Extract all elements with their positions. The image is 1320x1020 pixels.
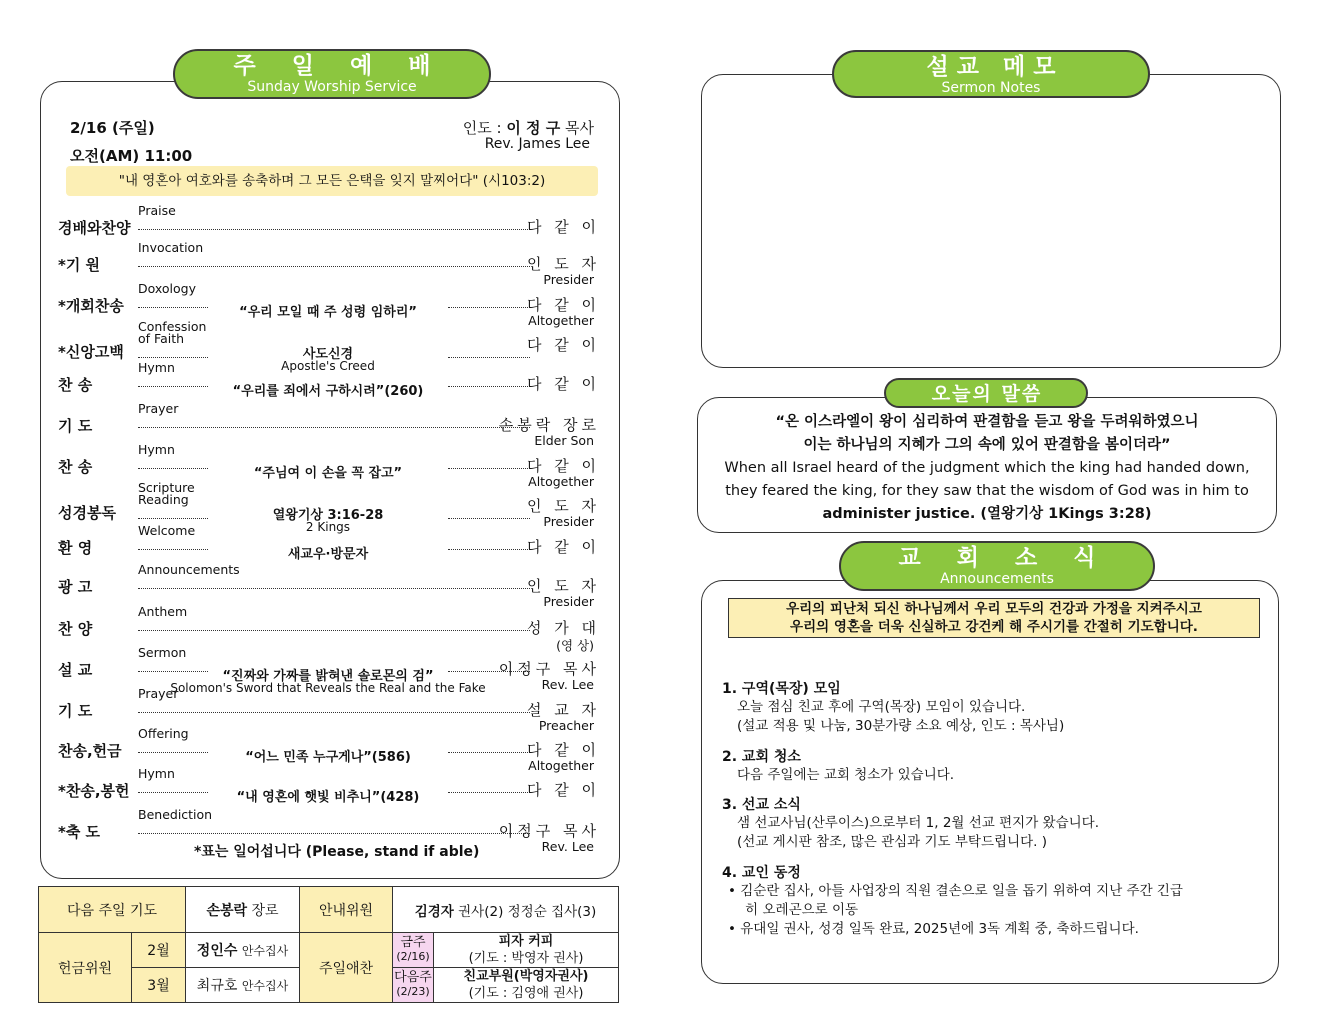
item-detail: “내 영혼에 햇빛 비추니”(428) xyxy=(236,790,420,805)
leader-dots xyxy=(448,468,530,469)
feb-cell xyxy=(186,933,300,968)
item-name-en: Benediction xyxy=(138,807,213,822)
item-detail: 사도신경 xyxy=(302,347,354,362)
next-week-cell xyxy=(393,968,434,1003)
word-ko-line-2: 이는 하나님의 지혜가 그의 속에 있어 판결함을 봄이더라” xyxy=(803,437,1171,453)
announcement-title: 2. 교회 청소 xyxy=(722,749,801,765)
announcement-title: 4. 교인 동정 xyxy=(722,865,801,881)
leader-title: 목사 xyxy=(565,119,594,137)
leader-dots xyxy=(138,549,208,550)
item-name-ko: 찬 송 xyxy=(58,376,93,394)
item-name-en: Prayer xyxy=(138,401,179,416)
announcement-line: 샘 선교사님(산루이스)으로부터 1, 2월 선교 편지가 왔습니다. xyxy=(737,815,1099,831)
service-time: 오전(AM) 11:00 xyxy=(70,147,193,165)
item-performer-en: Presider xyxy=(543,594,594,609)
leader-dots xyxy=(448,518,530,519)
feb-label: 2월 xyxy=(132,933,186,968)
leader-dots xyxy=(448,357,530,358)
item-name-ko: *신앙고백 xyxy=(58,343,124,361)
meal-label: 주일애찬 xyxy=(300,933,393,1003)
feb-title: 안수집사 xyxy=(241,944,289,958)
leader-dots xyxy=(138,588,530,589)
item-name-ko: 경배와찬양 xyxy=(58,219,131,237)
item-name-en: Offering xyxy=(138,726,189,741)
item-name-en: Doxology xyxy=(138,281,197,296)
item-performer: 설 교 자 xyxy=(526,701,600,719)
item-name-ko: 광 고 xyxy=(58,578,93,596)
item-detail: “우리를 죄에서 구하시려”(260) xyxy=(232,384,424,399)
mar-title: 안수집사 xyxy=(241,979,289,993)
usher-title-1: 권사(2) xyxy=(458,903,504,920)
worship-row xyxy=(58,442,608,489)
next-prayer-label: 다음 주일 기도 xyxy=(39,887,186,933)
item-name-en: Anthem xyxy=(138,604,188,619)
worship-row xyxy=(58,726,608,773)
feb-name: 정인수 xyxy=(196,943,238,959)
usher-cell xyxy=(393,887,619,933)
next-week-label: 다음주 xyxy=(394,970,432,985)
item-performer-en: Altogether xyxy=(528,474,594,489)
mar-name: 최규호 xyxy=(196,978,238,994)
worship-row xyxy=(58,401,608,448)
leader-dots xyxy=(138,518,208,519)
announcement-title: 3. 선교 소식 xyxy=(722,797,801,813)
item-performer: 다 같 이 xyxy=(526,336,600,354)
leader-dots xyxy=(138,712,530,713)
service-roles-table xyxy=(38,886,619,1003)
item-performer: 다 같 이 xyxy=(526,457,600,475)
item-detail-en: 2 Kings xyxy=(305,520,351,534)
announcements-banner xyxy=(839,541,1155,591)
item-name-ko: 찬 양 xyxy=(58,620,93,638)
usher-title-2: 집사(3) xyxy=(551,903,597,920)
item-name-en: Welcome xyxy=(138,523,196,538)
worship-row xyxy=(58,686,608,733)
item-detail: “어느 민족 누구게나”(586) xyxy=(245,750,411,765)
this-week-detail xyxy=(434,933,619,968)
sermon-notes-banner xyxy=(832,50,1150,98)
mar-label: 3월 xyxy=(132,968,186,1003)
item-performer: 손봉락 장로 xyxy=(498,416,600,434)
sermon-notes-box[interactable] xyxy=(701,74,1281,368)
word-en-line-2: they feared the king, for they saw that the wisdom of God was in him to xyxy=(725,483,1249,499)
item-detail: 새교우·방문자 xyxy=(287,547,369,562)
worship-title-banner xyxy=(173,49,491,99)
item-detail-en: Solomon's Sword that Reveals the Real and the Fake xyxy=(170,681,486,695)
item-name-en: Sermon xyxy=(138,645,187,660)
prayer-line-2: 우리의 영혼을 더욱 신실하고 강건케 해 주시기를 간절히 기도합니다. xyxy=(790,619,1198,635)
todays-word-banner xyxy=(884,378,1088,408)
worship-title-en: Sunday Worship Service xyxy=(247,79,417,95)
service-date: 2/16 (주일) xyxy=(70,119,155,137)
leader-dots xyxy=(138,752,208,753)
item-performer: 인 도 자 xyxy=(526,497,600,515)
leader-dots xyxy=(448,752,530,753)
leader-dots xyxy=(138,357,208,358)
leader-dots xyxy=(448,307,530,308)
item-performer: 다 같 이 xyxy=(526,218,600,236)
item-performer: 다 같 이 xyxy=(526,296,600,314)
item-name-ko: *찬송,봉헌 xyxy=(58,782,130,800)
this-week-prayer: (기도 : 박영자 권사) xyxy=(468,951,584,966)
mar-cell xyxy=(186,968,300,1003)
item-name-ko: 기 도 xyxy=(58,417,93,435)
worship-row xyxy=(58,523,608,563)
announcement-1 xyxy=(722,678,1262,736)
item-performer: 다 같 이 xyxy=(526,781,600,799)
leader-dots xyxy=(448,549,530,550)
this-week-menu: 피자 커피 xyxy=(498,934,554,949)
item-detail: “우리 모일 때 주 성령 임하리” xyxy=(239,305,417,320)
item-performer: 다 같 이 xyxy=(526,538,600,556)
leader-dots xyxy=(138,229,530,230)
verse-text: "내 영혼아 여호와를 송축하며 그 모든 은택을 잊지 말찌어다" (시103:2) xyxy=(118,173,546,189)
worship-row xyxy=(58,203,608,243)
item-name-ko: 설 교 xyxy=(58,661,93,679)
item-name-en: Prayer xyxy=(138,686,179,701)
item-detail: “진짜와 가짜를 밝혀낸 솔로몬의 검” xyxy=(222,669,434,684)
announcement-line: 다음 주일에는 교회 청소가 있습니다. xyxy=(737,767,955,783)
leader-dots xyxy=(448,386,530,387)
leader-dots xyxy=(138,266,530,267)
item-name-en: Invocation xyxy=(138,240,204,255)
leader-dots xyxy=(138,833,530,834)
sermon-notes-title-ko: 설교 메모 xyxy=(926,54,1064,80)
announcement-3 xyxy=(722,794,1262,852)
usher-label: 안내위원 xyxy=(300,887,393,933)
item-name-en: Confession of Faith xyxy=(138,319,207,346)
announcement-line: 오늘 점심 친교 후에 구역(목장) 모임이 있습니다. xyxy=(737,699,1026,715)
item-performer: 다 같 이 xyxy=(526,375,600,393)
this-week-date: (2/16) xyxy=(396,950,430,963)
item-performer-en: Presider xyxy=(543,272,594,287)
usher-name-2: 정정순 xyxy=(507,903,547,920)
next-week-date: (2/23) xyxy=(396,985,430,998)
worship-row xyxy=(58,360,608,400)
item-name-en: Praise xyxy=(138,203,176,218)
offering-label: 헌금위원 xyxy=(39,933,132,1003)
item-performer-en: Presider xyxy=(543,514,594,529)
sermon-notes-title-en: Sermon Notes xyxy=(941,80,1041,96)
item-name-en: Hymn xyxy=(138,360,175,375)
announcement-line: (설교 적용 및 나눔, 30분가량 소요 예상, 인도 : 목사님) xyxy=(737,718,1065,734)
item-name-ko: 성경봉독 xyxy=(58,504,116,522)
item-detail: 열왕기상 3:16-28 xyxy=(272,508,384,523)
this-week-label: 금주 xyxy=(400,935,426,950)
item-performer-en: Elder Son xyxy=(534,433,594,448)
leader-dots xyxy=(138,386,208,387)
item-name-en: Hymn xyxy=(138,766,175,781)
item-performer-en: (영 상) xyxy=(556,638,594,653)
item-performer: 성 가 대 xyxy=(526,619,600,637)
todays-word-text xyxy=(705,411,1269,526)
item-performer-en: Altogether xyxy=(528,758,594,773)
todays-word-title: 오늘의 말씀 xyxy=(931,383,1043,405)
leader-dots xyxy=(138,427,530,428)
item-name-en: Scripture Reading xyxy=(138,480,195,507)
item-detail-en: Apostle's Creed xyxy=(281,359,375,373)
word-ko-line-1: “온 이스라엘이 왕이 심리하여 판결함을 듣고 왕을 두려워하였으니 xyxy=(775,414,1199,430)
leader-dots xyxy=(138,671,208,672)
item-performer: 인 도 자 xyxy=(526,255,600,273)
stand-footnote: *표는 일어섭니다 (Please, stand if able) xyxy=(194,844,480,860)
next-prayer-title: 장로 xyxy=(251,902,279,919)
leader-name: 이 정 구 xyxy=(506,119,561,137)
item-performer: 다 같 이 xyxy=(526,741,600,759)
worship-row xyxy=(58,281,608,328)
item-name-ko: 환 영 xyxy=(58,539,93,557)
service-leader-en: Rev. James Lee xyxy=(484,136,590,152)
leader-dots xyxy=(138,307,208,308)
item-performer: 인 도 자 xyxy=(526,577,600,595)
item-performer-en: Rev. Lee xyxy=(541,677,594,692)
item-detail: “주님여 이 손을 꼭 잡고” xyxy=(253,466,403,481)
announcement-line: 히 오레곤으로 이동 xyxy=(728,902,859,918)
item-name-en: Hymn xyxy=(138,442,175,457)
announcement-line: • 김순란 집사, 아들 사업장의 직원 결손으로 일을 돕기 위하여 지난 주간 긴급 xyxy=(728,883,1183,899)
worship-title-ko: 주 일 예 배 xyxy=(233,53,445,79)
announcement-title: 1. 구역(목장) 모임 xyxy=(722,681,841,697)
prayer-request-banner xyxy=(728,598,1260,638)
item-name-en: Announcements xyxy=(138,562,240,577)
leader-dots xyxy=(448,792,530,793)
word-en-line-1: When all Israel heard of the judgment which the king had handed down, xyxy=(724,460,1250,476)
leader-dots xyxy=(138,630,530,631)
item-performer-en: Rev. Lee xyxy=(541,839,594,854)
word-en-line-3: administer justice. (열왕기상 1Kings 3:28) xyxy=(822,506,1152,522)
next-prayer-name: 손봉락 xyxy=(206,902,248,919)
announcement-4 xyxy=(722,862,1262,939)
usher-name-1: 김경자 xyxy=(414,903,454,920)
announcement-2 xyxy=(722,746,1262,785)
leader-dots xyxy=(138,792,208,793)
item-name-ko: *기 원 xyxy=(58,256,101,274)
item-performer-en: Preacher xyxy=(538,718,594,733)
item-name-ko: 찬 송 xyxy=(58,458,93,476)
next-week-menu: 친교부원(박영자권사) xyxy=(463,969,589,984)
announcement-line: (선교 게시판 참조, 많은 관심과 기도 부탁드립니다. ) xyxy=(737,834,1047,850)
worship-row xyxy=(58,766,608,806)
service-leader xyxy=(463,117,594,138)
next-week-prayer: (기도 : 김영애 권사) xyxy=(468,986,584,1001)
verse-banner xyxy=(66,166,598,196)
announcements-title-en: Announcements xyxy=(940,571,1054,587)
item-name-ko: 찬송,헌금 xyxy=(58,742,122,760)
worship-row xyxy=(58,562,608,609)
item-name-ko: *축 도 xyxy=(58,823,101,841)
this-week-cell xyxy=(393,933,434,968)
item-performer: 이정구 목사 xyxy=(498,660,600,678)
announcement-line: • 유대일 권사, 성경 일독 완료, 2025년에 3독 계획 중, 축하드립니다. xyxy=(728,921,1139,937)
item-performer: 이정구 목사 xyxy=(498,822,600,840)
item-performer-en: Altogether xyxy=(528,313,594,328)
next-week-detail xyxy=(434,968,619,1003)
worship-row xyxy=(58,240,608,287)
leader-dots xyxy=(138,468,208,469)
leader-label: 인도 : xyxy=(462,119,502,137)
announcements-title-ko: 교 회 소 식 xyxy=(898,545,1110,571)
item-name-ko: *개회찬송 xyxy=(58,297,124,315)
item-name-ko: 기 도 xyxy=(58,702,93,720)
prayer-line-1: 우리의 피난처 되신 하나님께서 우리 모두의 건강과 가정을 지켜주시고 xyxy=(786,601,1202,617)
next-prayer-cell xyxy=(186,887,300,933)
